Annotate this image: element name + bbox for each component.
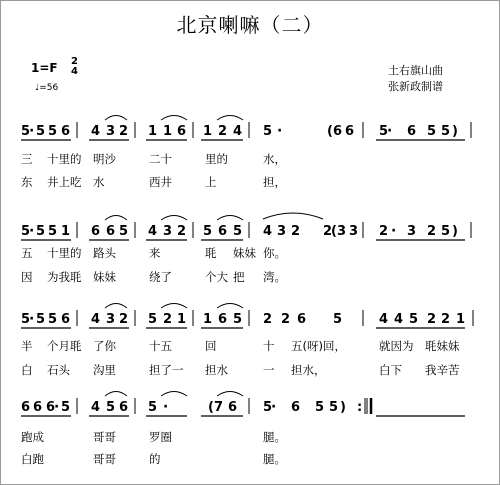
lyric-word: 里的	[205, 152, 228, 166]
credit-origin: 土右旗山曲	[388, 64, 443, 77]
note-token: 3	[337, 224, 347, 239]
note-token: 5	[427, 124, 437, 139]
note-token: 6	[61, 312, 71, 327]
note-token: 4	[394, 312, 404, 327]
note-token: 1	[163, 124, 173, 139]
note-token: 5	[48, 224, 58, 239]
lyric-word: 三	[21, 152, 33, 166]
note-token: 5	[61, 400, 71, 415]
note-token: 2	[441, 312, 451, 327]
note-token: 6	[33, 400, 43, 415]
lyric-word: 腿。	[263, 452, 286, 466]
note-token: 5	[48, 124, 58, 139]
slur	[217, 392, 243, 397]
note-token: 5	[203, 224, 213, 239]
note-token: 2	[427, 312, 437, 327]
note-token: )	[452, 124, 458, 139]
note-token: )	[340, 400, 346, 415]
note-token: 3	[407, 224, 417, 239]
note-token: 5	[263, 124, 273, 139]
slur	[217, 304, 243, 309]
note-token: 6	[21, 400, 31, 415]
lyric-word: 十	[263, 339, 275, 353]
note-token: ·	[29, 123, 35, 139]
lyric-word: 湾。	[263, 270, 286, 284]
note-token: 4	[263, 224, 273, 239]
note-token: ·	[387, 123, 393, 139]
slur	[105, 304, 127, 309]
lyric-word: 石头	[47, 363, 70, 377]
lyric-word: 哥哥	[93, 452, 116, 466]
note-token: 2	[281, 312, 291, 327]
note-token: 3	[277, 224, 287, 239]
slur	[105, 116, 127, 121]
lyric-word: 的	[149, 452, 161, 466]
slur	[161, 216, 187, 221]
lyric-word: 路头	[93, 246, 116, 260]
note-token: 6	[345, 124, 355, 139]
lyric-word: 妹妹	[233, 246, 256, 260]
lyric-word: 毦妹妹	[425, 339, 460, 353]
lyric-word: 担了一	[149, 363, 184, 377]
note-token: 2	[119, 312, 129, 327]
note-token: 5	[263, 400, 273, 415]
note-token: 2	[263, 312, 273, 327]
note-token: 6	[228, 400, 238, 415]
note-token: ·	[163, 399, 169, 415]
lyric-word: 井上吃	[47, 175, 82, 189]
note-token: ·	[271, 399, 277, 415]
lyric-word: 十里的	[47, 152, 82, 166]
note-token: 4	[148, 224, 158, 239]
note-token: 5	[233, 312, 243, 327]
note-token: 6	[61, 124, 71, 139]
note-token: 6	[91, 224, 101, 239]
note-token: 6	[407, 124, 417, 139]
note-token: 5	[36, 124, 46, 139]
note-token: 6	[46, 400, 56, 415]
time-signature-denominator: 4	[71, 66, 78, 77]
lyric-word: 二十	[149, 152, 172, 166]
note-token: 3	[106, 312, 116, 327]
note-token: ·	[277, 123, 283, 139]
lyric-word: 把	[233, 270, 245, 284]
time-signature-numerator: 2	[71, 56, 78, 67]
song-title: 北京喇嘛（二）	[176, 13, 324, 37]
note-token: 6	[333, 124, 343, 139]
note-token: 1	[61, 224, 71, 239]
note-token: 4	[91, 400, 101, 415]
note-token: 6	[291, 400, 301, 415]
note-token: 4	[233, 124, 243, 139]
note-token: 1	[203, 124, 213, 139]
credit-arranger: 张新政制谱	[388, 80, 443, 93]
note-token: 4	[379, 312, 389, 327]
note-token: 2	[163, 312, 173, 327]
note-token: 5	[36, 312, 46, 327]
note-token: 5	[36, 224, 46, 239]
lyric-word: 我辛苦	[425, 363, 460, 377]
lyric-word: 绕了	[149, 270, 172, 284]
note-token: ·	[391, 223, 397, 239]
note-token: 5	[233, 224, 243, 239]
note-token: 4	[91, 124, 101, 139]
note-token: 2	[323, 224, 333, 239]
note-token: 5	[441, 224, 451, 239]
slur	[105, 392, 127, 397]
lyric-word: 水，	[263, 152, 286, 166]
note-token: 1	[177, 312, 187, 327]
notation-area	[1, 1, 499, 484]
lyric-word: 为我毦	[47, 270, 82, 284]
lyric-word: 上	[205, 175, 217, 189]
lyric-word: 五	[21, 246, 33, 260]
lyric-word: 你。	[263, 246, 286, 260]
lyric-word: 十里的	[47, 246, 82, 260]
note-token: 5	[21, 124, 31, 139]
lyric-word: 来	[149, 246, 161, 260]
note-token: 5	[329, 400, 339, 415]
lyric-word: 回	[205, 339, 217, 353]
lyric-word: 担水	[205, 363, 228, 377]
lyric-word: 半	[21, 339, 33, 353]
lyric-word: 毦	[205, 246, 217, 260]
lyric-word: 白	[21, 363, 33, 377]
lyric-word: 跑成	[21, 430, 44, 444]
slur	[161, 392, 187, 397]
note-token: 5	[148, 400, 158, 415]
note-token: 6	[177, 124, 187, 139]
lyric-word: 妹妹	[93, 270, 116, 284]
note-token: 6	[218, 224, 228, 239]
lyric-word: 担，	[263, 175, 286, 189]
note-token: 2	[177, 224, 187, 239]
note-token: )	[452, 224, 458, 239]
slur	[161, 116, 187, 121]
note-token: 5	[315, 400, 325, 415]
note-token: 6	[218, 312, 228, 327]
lyric-word: 水	[93, 175, 105, 189]
note-token: 5	[21, 224, 31, 239]
lyric-word: 明沙	[93, 152, 116, 166]
note-token: 2	[379, 224, 389, 239]
lyric-word: 就因为	[379, 339, 414, 353]
lyric-word: 一	[263, 363, 275, 377]
note-token: ·	[29, 223, 35, 239]
note-token: 6	[106, 224, 116, 239]
lyric-word: 因	[21, 270, 33, 284]
note-token: (	[208, 400, 214, 415]
note-token: 6	[119, 400, 129, 415]
note-token: 2	[291, 224, 301, 239]
note-token: 7	[214, 400, 224, 415]
note-token: 2	[218, 124, 228, 139]
note-token: 3	[349, 224, 359, 239]
lyric-word: 东	[21, 175, 33, 189]
note-token: (	[327, 124, 333, 139]
lyric-word: 沟里	[93, 363, 116, 377]
lyric-word: 西井	[149, 175, 172, 189]
note-token: (	[331, 224, 337, 239]
note-token: 1	[456, 312, 466, 327]
note-token: 5	[333, 312, 343, 327]
lyric-word: 腿。	[263, 430, 286, 444]
tempo-marking: ♩=56	[35, 83, 59, 93]
key-signature: 1=F	[31, 61, 58, 75]
note-token: 5	[379, 124, 389, 139]
note-token: 5	[21, 312, 31, 327]
tie	[263, 213, 323, 219]
slur	[105, 216, 127, 221]
slur	[161, 304, 187, 309]
lyric-word: 罗圈	[149, 430, 172, 444]
lyric-word: 十五	[149, 339, 172, 353]
note-token: 5	[409, 312, 419, 327]
note-token: 1	[148, 124, 158, 139]
lyric-word: 个大	[205, 270, 228, 284]
note-token: ·	[54, 399, 60, 415]
note-token: 5	[48, 312, 58, 327]
lyric-word: 白跑	[21, 452, 44, 466]
note-token: 2	[119, 124, 129, 139]
lyric-word: 五(呀)回，	[291, 339, 346, 353]
note-token: :	[357, 400, 363, 415]
slur	[217, 116, 243, 121]
note-token: 1	[203, 312, 213, 327]
note-token: 3	[106, 124, 116, 139]
lyric-word: 了你	[93, 339, 116, 353]
note-token: ·	[29, 311, 35, 327]
lyric-word: 哥哥	[93, 430, 116, 444]
lyric-word: 白下	[379, 363, 402, 377]
note-token: 5	[441, 124, 451, 139]
lyric-word: 担水，	[291, 363, 326, 377]
note-token: 4	[91, 312, 101, 327]
note-token: 5	[119, 224, 129, 239]
note-token: 5	[106, 400, 116, 415]
lyric-word: 个月毦	[47, 339, 82, 353]
note-token: 6	[297, 312, 307, 327]
slur	[217, 216, 243, 221]
note-token: 5	[148, 312, 158, 327]
note-token: 3	[163, 224, 173, 239]
note-token: 2	[427, 224, 437, 239]
